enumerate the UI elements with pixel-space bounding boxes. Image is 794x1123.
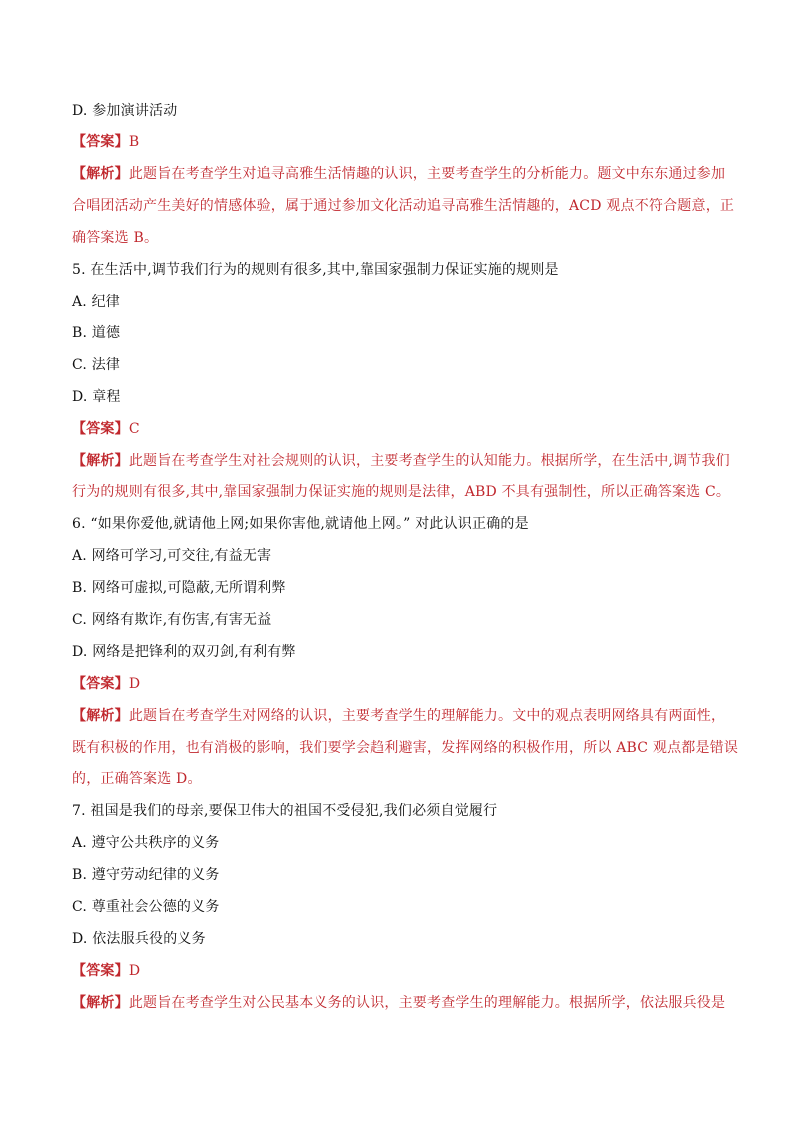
answer-label: 【答案】	[72, 676, 129, 692]
analysis-text: 此题旨在考查学生对网络的认识，主要考查学生的理解能力。文中的观点表明网络具有两面性，	[128, 708, 726, 724]
q6-analysis-line-1	[72, 706, 724, 726]
q4-answer	[72, 132, 724, 152]
q7-option-c: C. 尊重社会公德的义务	[72, 899, 220, 915]
q5-answer	[72, 419, 724, 439]
q6-analysis-line-2: 既有积极的作用，也有消极的影响，我们要学会趋利避害，发挥网络的积极作用，所以 ABC 观点都是错误	[72, 740, 739, 756]
q7-option-d: D. 依法服兵役的义务	[72, 931, 206, 947]
q6-option-a: A. 网络可学习,可交往,有益无害	[72, 548, 272, 564]
q4-analysis-line-3: 确答案选 B。	[72, 230, 159, 246]
q7-option-b: B. 遵守劳动纪律的义务	[72, 867, 220, 883]
analysis-text: 此题旨在考查学生对追寻高雅生活情趣的认识，主要考查学生的分析能力。题文中东东通过参加	[128, 166, 726, 182]
analysis-label: 【解析】	[72, 995, 129, 1011]
q7-option-a: A. 遵守公共秩序的义务	[72, 835, 220, 851]
answer-value: C	[128, 421, 140, 437]
answer-label: 【答案】	[72, 421, 129, 437]
analysis-label: 【解析】	[72, 708, 129, 724]
q4-analysis-line-2: 合唱团活动产生美好的情感体验，属于通过参加文化活动追寻高雅生活情趣的，ACD 观点不符合题意，正	[72, 198, 735, 214]
analysis-label: 【解析】	[72, 453, 129, 469]
answer-value: D	[128, 963, 141, 979]
q5-stem: 5. 在生活中,调节我们行为的规则有很多,其中,靠国家强制力保证实施的规则是	[72, 262, 559, 278]
q6-option-b: B. 网络可虚拟,可隐蔽,无所谓利弊	[72, 580, 286, 596]
analysis-text: 此题旨在考查学生对社会规则的认识，主要考查学生的认知能力。根据所学，在生活中,调节我们	[128, 453, 730, 469]
q6-analysis-line-3: 的，正确答案选 D。	[72, 771, 202, 787]
q4-option-d: D. 参加演讲活动	[72, 103, 178, 119]
q5-analysis-line-1	[72, 451, 730, 471]
q7-analysis-line-1	[72, 993, 724, 1013]
answer-label: 【答案】	[72, 134, 129, 150]
answer-label: 【答案】	[72, 963, 129, 979]
answer-value: D	[128, 676, 141, 692]
q6-option-c: C. 网络有欺诈,有伤害,有害无益	[72, 612, 272, 628]
q4-analysis-line-1	[72, 164, 724, 184]
q7-answer	[72, 961, 724, 981]
analysis-label: 【解析】	[72, 166, 129, 182]
q6-stem: 6. “如果你爱他,就请他上网;如果你害他,就请他上网。” 对此认识正确的是	[72, 516, 529, 532]
q5-option-b: B. 道德	[72, 325, 121, 341]
q5-analysis-line-2: 行为的规则有很多,其中,靠国家强制力保证实施的规则是法律，ABD 不具有强制性，所以正确答案选 C。	[72, 484, 731, 500]
q6-option-d: D. 网络是把锋利的双刃剑,有利有弊	[72, 644, 296, 660]
q5-option-a: A. 纪律	[72, 294, 121, 310]
answer-value: B	[128, 134, 140, 150]
q7-stem: 7. 祖国是我们的母亲,要保卫伟大的祖国不受侵犯,我们必须自觉履行	[72, 803, 498, 819]
q5-option-c: C. 法律	[72, 357, 121, 373]
q5-option-d: D. 章程	[72, 389, 121, 405]
q6-answer	[72, 674, 724, 694]
analysis-text: 此题旨在考查学生对公民基本义务的认识，主要考查学生的理解能力。根据所学，依法服兵役是	[128, 995, 726, 1011]
